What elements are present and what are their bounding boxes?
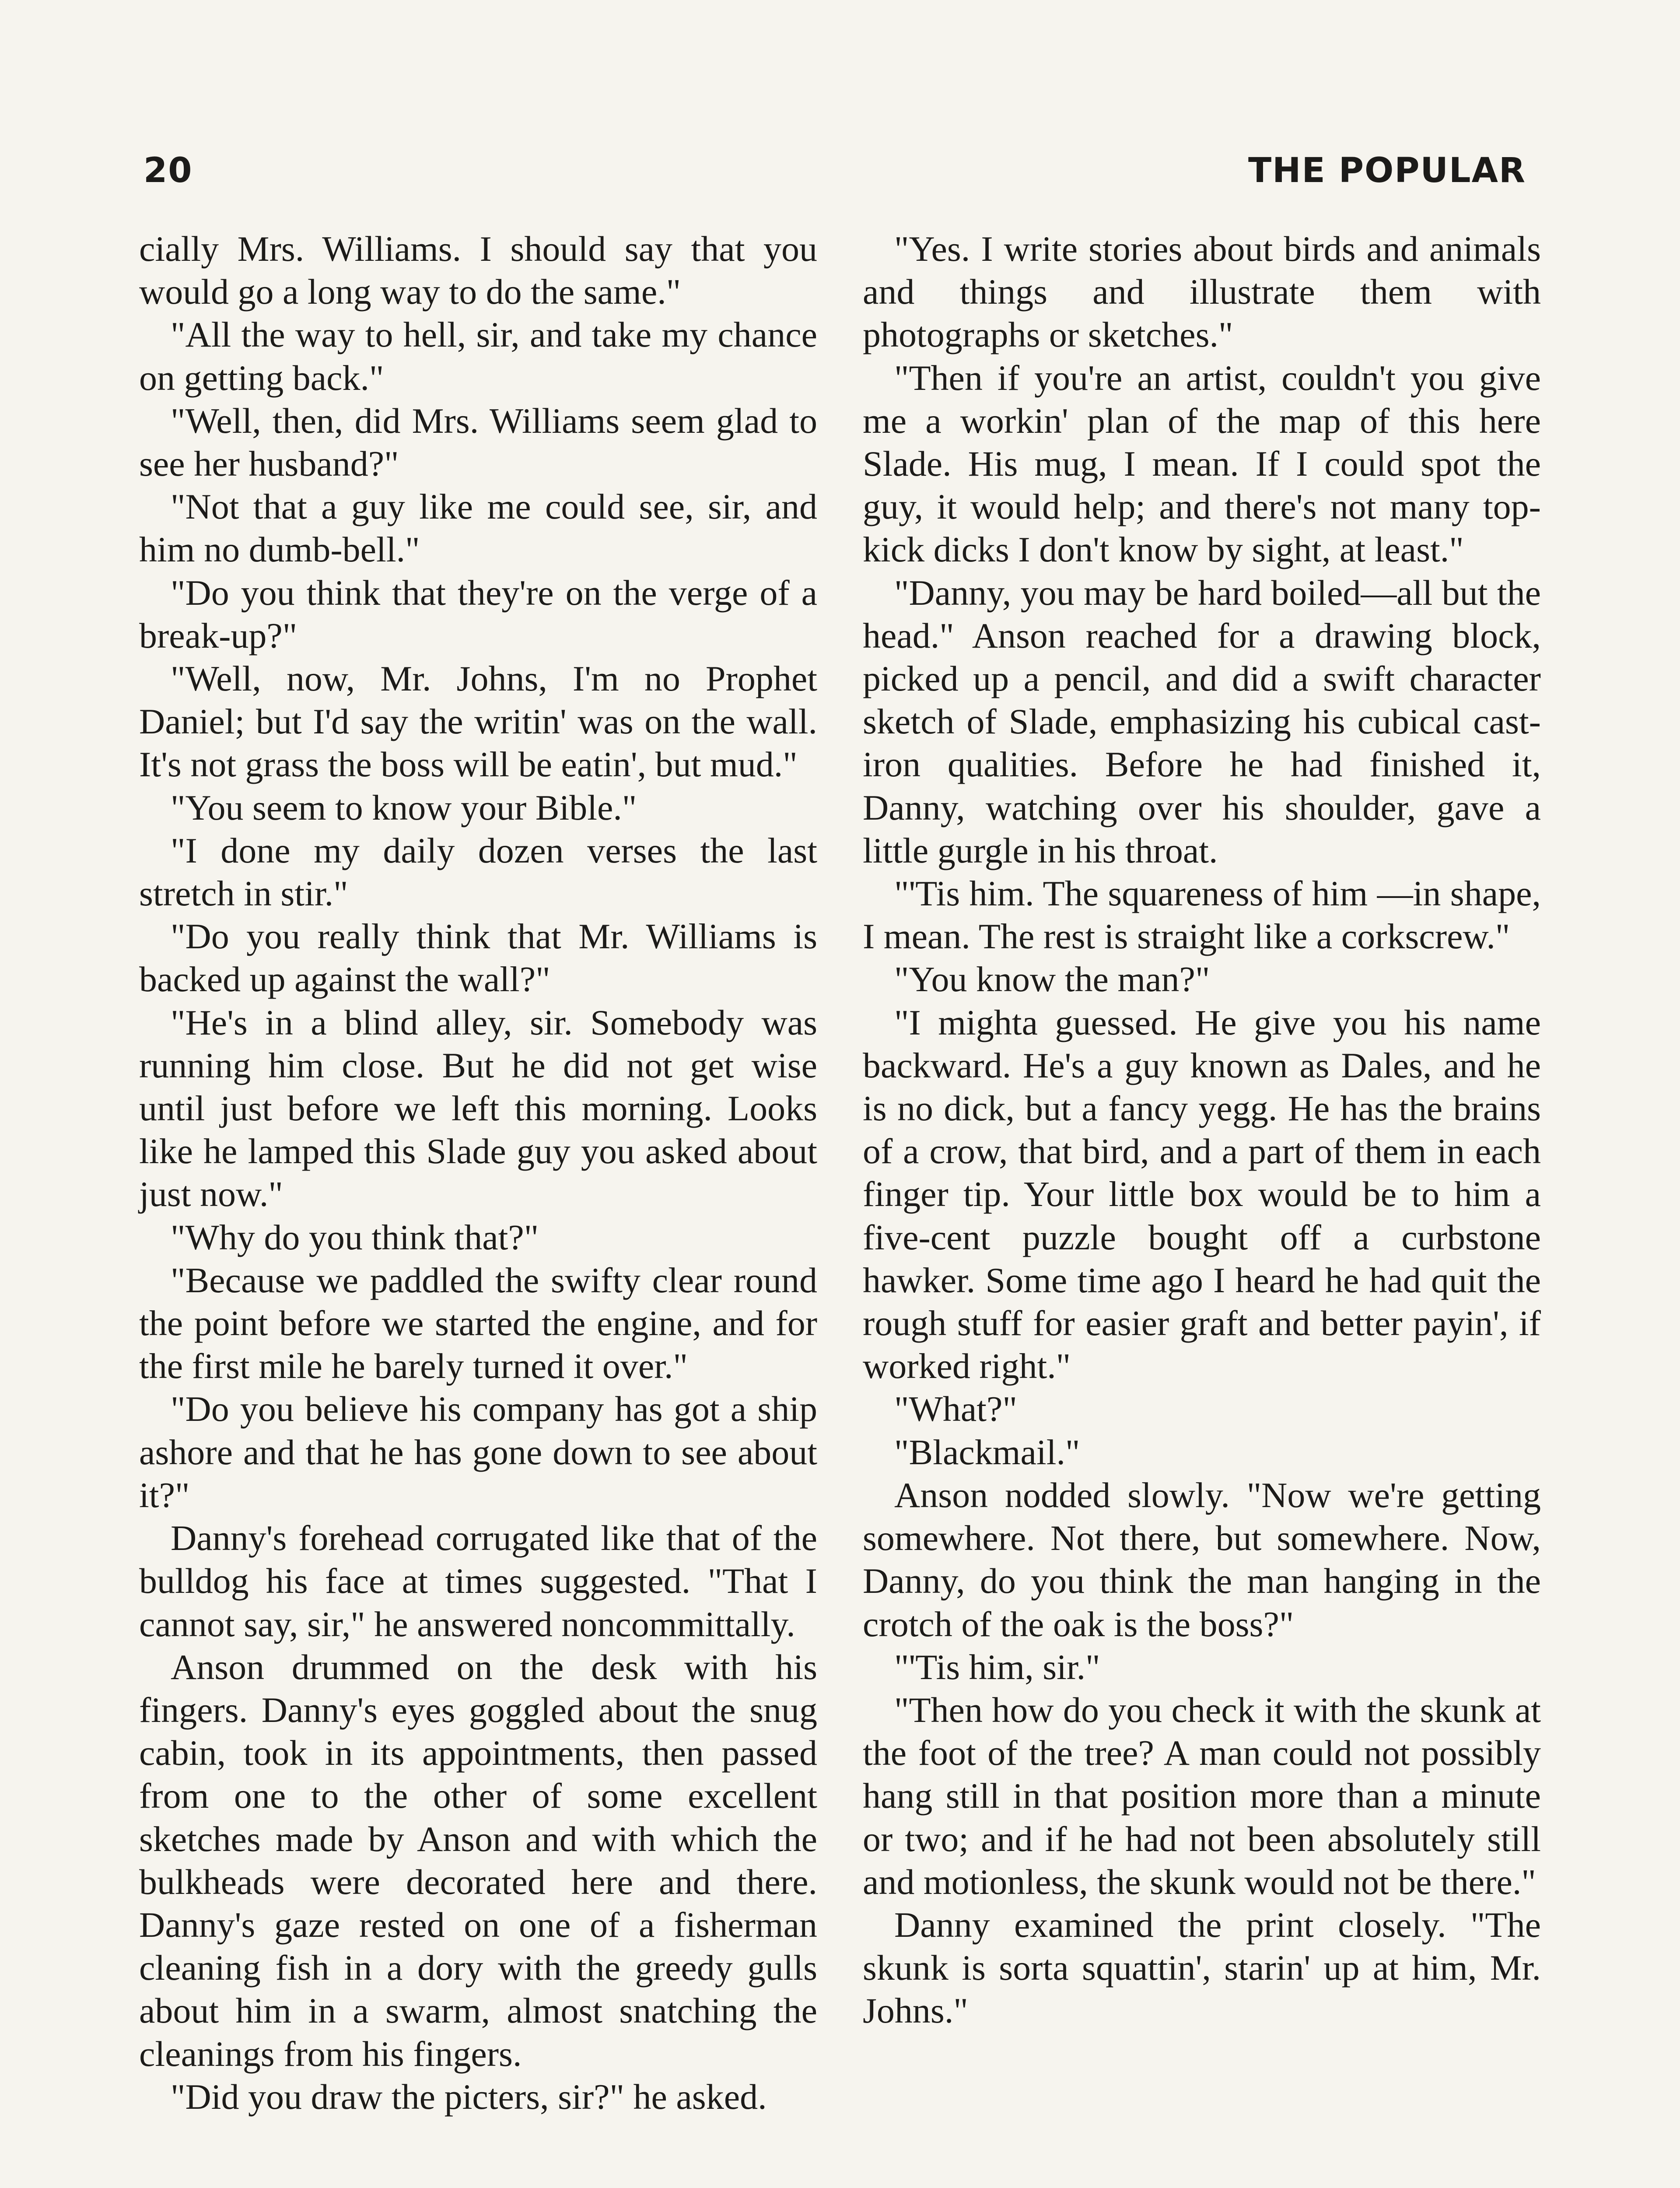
paragraph: cially Mrs. Williams. I should say that you would go a long way to do the same." (139, 229, 817, 312)
paragraph: "Because we paddled the swifty clear round the point before we started the engine, and for the first mile he barely turned it over." (139, 1260, 817, 1386)
paragraph: "Do you believe his company has got a ship ashore and that he has gone down to see about it?" (139, 1389, 817, 1515)
paragraph: "Well, now, Mr. Johns, I'm no Prophet Daniel; but I'd say the writin' was on the wall. It's not grass the boss will be eatin', but mud." (139, 659, 817, 785)
paragraph: "Not that a guy like me could see, sir, and him no dumb-bell." (139, 487, 817, 570)
paragraph: "Why do you think that?" (171, 1217, 539, 1257)
right-column (863, 228, 1541, 2033)
page-header (144, 144, 1526, 197)
paragraph: "Danny, you may be hard boiled—all but the head." Anson reached for a drawing block, picked up a pencil, and did a swift character sketch of Slade, emphasizing his cubical cast-iron qualities. Before he had finished it, Danny, watching over his shoulder, gave a little gurgle in his throat. (863, 572, 1541, 870)
running-title: THE POPULAR (1248, 151, 1526, 190)
paragraph: "Blackmail." (894, 1432, 1080, 1472)
paragraph: Anson nodded slowly. "Now we're getting somewhere. Not there, but somewhere. Now, Danny, do you think the man hanging in the crotch of the oak is the boss?" (863, 1475, 1541, 1644)
paragraph: "Well, then, did Mrs. Williams seem glad to see her husband?" (139, 400, 817, 484)
paragraph: "Then if you're an artist, couldn't you give me a workin' plan of the map of this here Slade. His mug, I mean. If I could spot the guy, it would help; and there's not many top-kick dicks I don't know by sight, at least." (863, 358, 1541, 570)
paragraph: "Then how do you check it with the skunk at the foot of the tree? A man could not possibly hang still in that position more than a minute or two; and if he had not been absolutely still and motionless, the skunk would not be there." (863, 1690, 1541, 1902)
paragraph: Anson drummed on the desk with his fingers. Danny's eyes goggled about the snug cabin, took in its appointments, then passed from one to the other of some excellent sketches made by Anson and with which the bulkheads were decorated here and there. Danny's gaze rested on one of a fisherman cleaning fish in a dory with the greedy gulls about him in a swarm, almost snatching the cleanings from his fingers. (139, 1647, 817, 2074)
paragraph: Danny's forehead corrugated like that of the bulldog his face at times suggested. "That I cannot say, sir," he answered noncommittally. (139, 1518, 817, 1644)
paragraph: "Did you draw the picters, sir?" he asked. (171, 2076, 767, 2117)
page-number: 20 (144, 151, 193, 190)
paragraph: "He's in a blind alley, sir. Somebody was running him close. But he did not get wise until just before we left this morning. Looks like he lamped this Slade guy you asked about just now." (139, 1002, 817, 1214)
paragraph: "You seem to know your Bible." (171, 787, 637, 828)
paragraph: Danny examined the print closely. "The skunk is sorta squattin', starin' up at him, Mr. Johns." (863, 1904, 1541, 2031)
paragraph: "Yes. I write stories about birds and animals and things and illustrate them with photographs or sketches." (863, 229, 1541, 355)
paragraph: "I mighta guessed. He give you his name backward. He's a guy known as Dales, and he is no dick, but a fancy yegg. He has the brains of a crow, that bird, and a part of them in each finger tip. Your little box would be to him a five-cent puzzle bought off a curbstone hawker. Some time ago I heard he had quit the rough stuff for easier graft and better payin', if worked right." (863, 1002, 1541, 1386)
paragraph: "Do you really think that Mr. Williams is backed up against the wall?" (139, 916, 817, 999)
paragraph: "Do you think that they're on the verge of a break-up?" (139, 572, 817, 656)
paragraph: "You know the man?" (894, 959, 1210, 999)
paragraph: "What?" (894, 1389, 1017, 1429)
left-column (139, 228, 817, 2118)
paragraph: "I done my daily dozen verses the last stretch in stir." (139, 830, 817, 914)
paragraph: "'Tis him, sir." (894, 1647, 1100, 1687)
paragraph: "'Tis him. The squareness of him —in shape, I mean. The rest is straight like a corkscrew." (863, 873, 1541, 957)
paragraph: "All the way to hell, sir, and take my chance on getting back." (139, 315, 817, 398)
